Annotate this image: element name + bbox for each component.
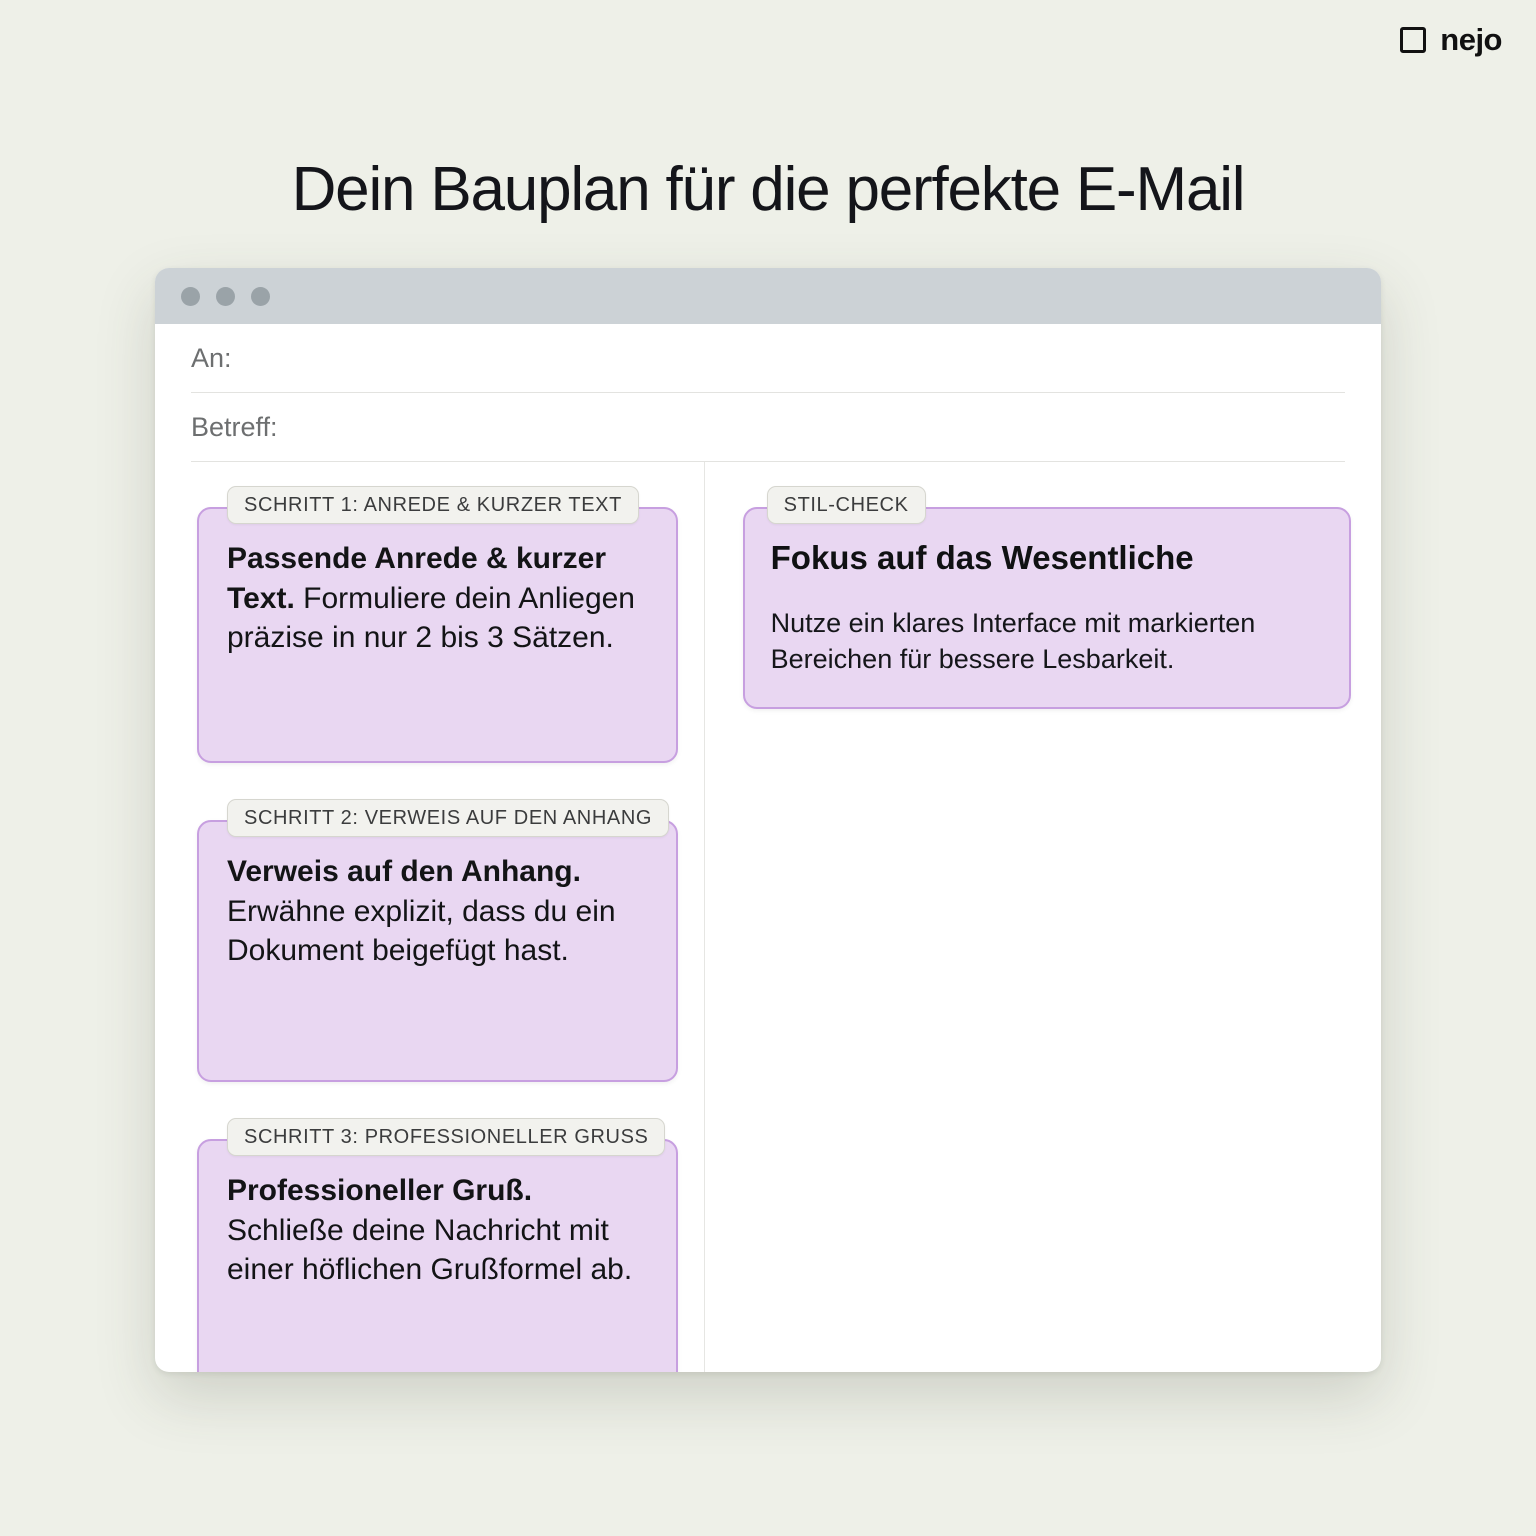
- email-composer-window: [155, 268, 1381, 1372]
- zoom-dot-icon[interactable]: [251, 287, 270, 306]
- minimize-dot-icon[interactable]: [216, 287, 235, 306]
- step-2-text: [227, 852, 648, 971]
- subject-field[interactable]: [191, 393, 1345, 462]
- recipient-field[interactable]: [191, 324, 1345, 393]
- step-block-1: [197, 486, 678, 763]
- brand-logo: [1400, 22, 1502, 58]
- step-3-panel[interactable]: [197, 1139, 678, 1372]
- style-check-text: Nutze ein klares Interface mit markierten Bereichen für bessere Lesbarkeit.: [770, 607, 1256, 675]
- style-check-tag: STIL-CHECK: [767, 486, 926, 524]
- step-2-lead: Verweis auf den Anhang.: [227, 855, 581, 888]
- step-1-panel[interactable]: [197, 507, 678, 763]
- step-1-body: Formuliere dein Anliegen präzise in nur 2 bis 3 Sätzen.: [227, 581, 635, 655]
- brand-name: nejo: [1440, 22, 1502, 57]
- window-titlebar: [155, 268, 1381, 324]
- step-1-text: [227, 539, 648, 658]
- step-3-tag: SCHRITT 3: PROFESSIONELLER GRUSS: [227, 1118, 665, 1156]
- step-1-tag: SCHRITT 1: ANREDE & KURZER TEXT: [227, 486, 639, 524]
- step-2-tag: SCHRITT 2: VERWEIS AUF DEN ANHANG: [227, 799, 669, 837]
- step-2-body: Erwähne explizit, dass du ein Dokument beigefügt hast.: [227, 894, 616, 968]
- composer-body: [155, 462, 1381, 1372]
- step-2-panel[interactable]: [197, 820, 678, 1082]
- style-check-column: [704, 462, 1381, 1372]
- square-outline-icon: [1400, 27, 1426, 53]
- step-block-2: [197, 799, 678, 1082]
- steps-column: [155, 462, 704, 1372]
- step-3-body: Schließe deine Nachricht mit einer höflichen Grußformel ab.: [227, 1213, 633, 1287]
- step-block-3: [197, 1118, 678, 1372]
- recipient-label: An:: [191, 342, 232, 373]
- style-check-panel[interactable]: [743, 507, 1351, 709]
- step-1-lead: Passende Anrede & kurzer Text.: [227, 542, 607, 615]
- page-title: Dein Bauplan für die perfekte E-Mail: [291, 154, 1245, 224]
- email-header-fields: [155, 324, 1381, 462]
- step-3-lead: Professioneller Gruß.: [227, 1174, 533, 1207]
- subject-label: Betreff:: [191, 411, 278, 442]
- close-dot-icon[interactable]: [181, 287, 200, 306]
- style-check-title: Fokus auf das Wesentliche: [770, 539, 1194, 576]
- step-3-text: [227, 1171, 648, 1290]
